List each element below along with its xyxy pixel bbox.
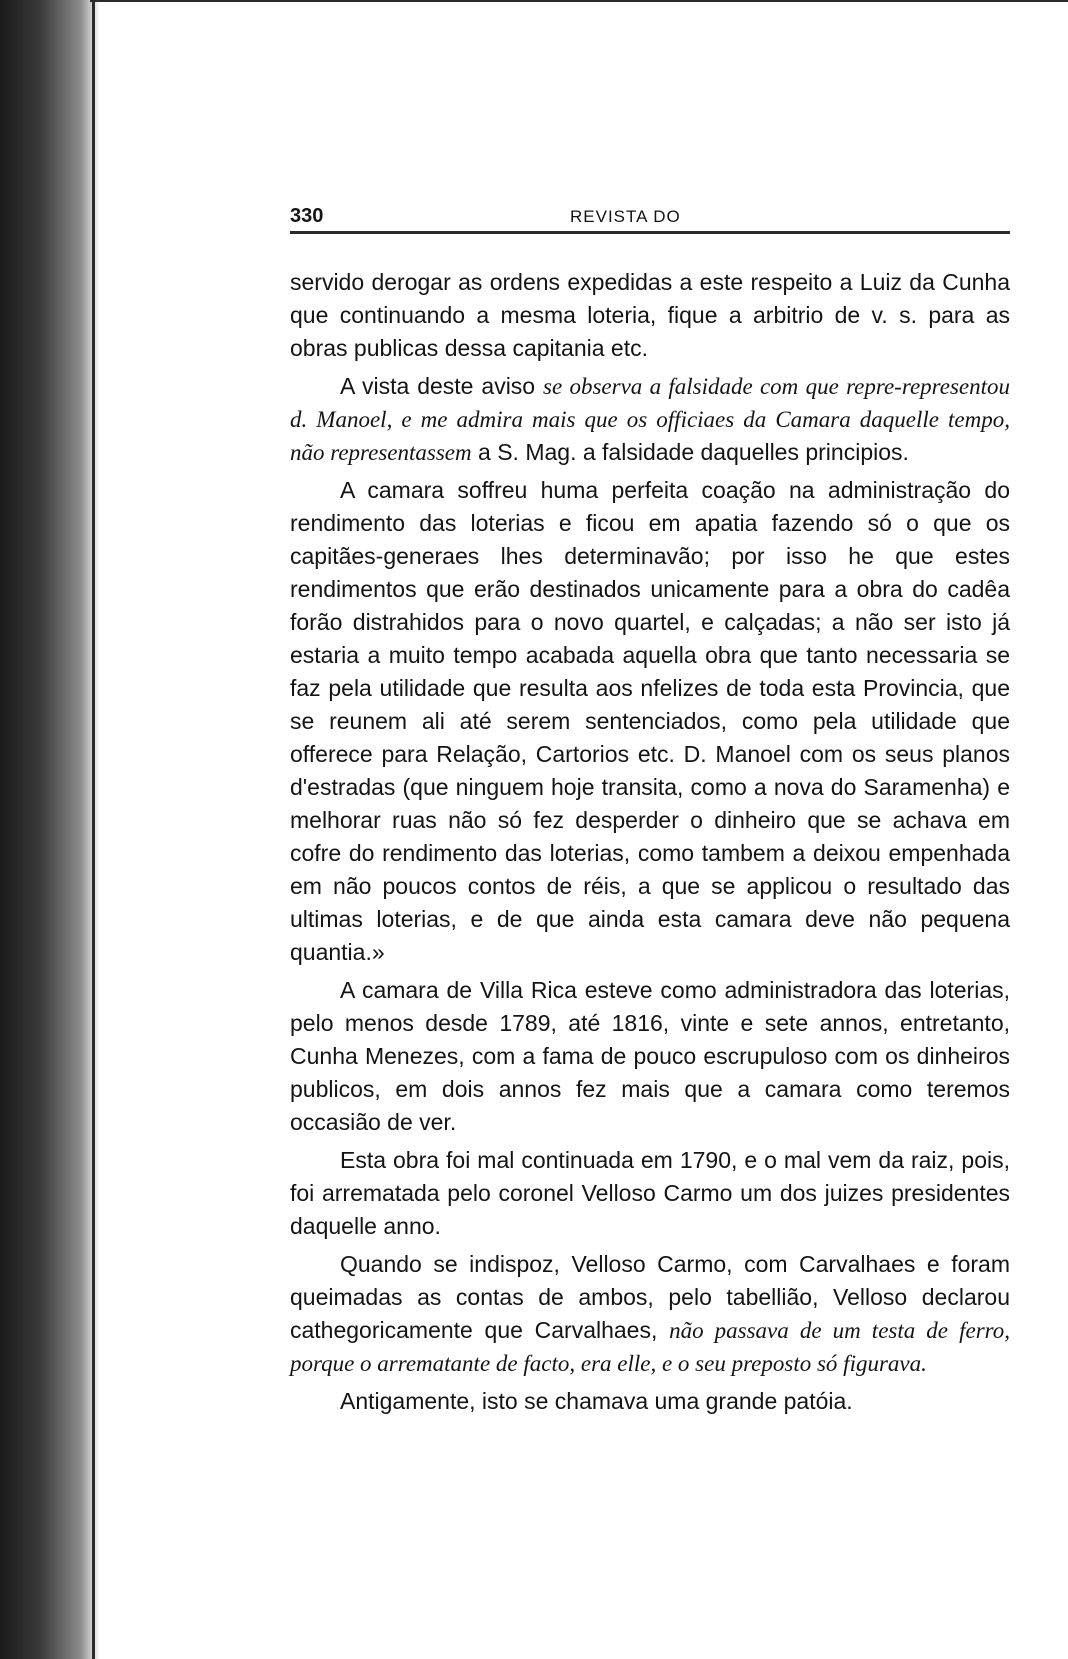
running-title: REVISTA DO — [570, 207, 681, 226]
paragraph — [290, 1385, 1010, 1418]
book-binding-edge — [92, 0, 95, 1659]
text-run: Antigamente, isto se chamava uma grande patóia. — [340, 1388, 853, 1414]
text-run: A vista deste aviso — [340, 373, 544, 399]
paragraph — [290, 370, 1010, 469]
text-run: A camara de Villa Rica esteve como administradora das loterias, pelo menos desde 1789, até 1816, vinte e sete annos, entretanto, Cunha Menezes, com a fama de pouco escrupuloso com os dinheiros publicos, em dois annos fez mais que a camara como teremos occasião de ver. — [290, 977, 1010, 1135]
paragraph — [290, 974, 1010, 1139]
italic-text-run: se observa a falsidade com que repre-representou d. Manoel, e me admira mais que os officiaes da Camara daquelle tempo, não representassem — [290, 374, 1011, 465]
text-run: Esta obra foi mal continuada em 1790, e o mal vem da raiz, pois, foi arrematada pelo coronel Velloso Carmo um dos juizes presidentes daquelle anno. — [290, 1147, 1010, 1239]
text-run: Quando se indispoz, Velloso Carmo, com Carvalhaes e foram queimadas as contas de ambos, pelo tabellião, Velloso declarou cathegoricamente que Carvalhaes, — [290, 1251, 1010, 1343]
paragraph — [290, 1248, 1010, 1380]
running-header — [290, 205, 1010, 234]
page-top-edge — [90, 0, 1068, 2]
page-number: 330 — [290, 205, 324, 227]
text-run: a S. Mag. a falsidade daquelles principios. — [471, 439, 909, 465]
paragraph — [290, 474, 1010, 969]
paragraph — [290, 266, 1010, 365]
text-run: A camara soffreu huma perfeita coação na administração do rendimento das loterias e ficou em apatia fazendo só o que os capitães-generaes lhes determinavão; por isso he que estes rendimentos que erão destinados unicamente para a obra do cadêa forão distrahidos para o novo quartel, e calçadas; a não ser isto já estaria a muito tempo acabada aquella obra que tanto necessaria se faz pela utilidade que resulta aos nfelizes de toda esta Provincia, que se reunem ali até serem sentenciados, como pela utilidade que offerece para Relação, Cartorios etc. D. Manoel com os seus planos d'estradas (que ninguem hoje transita, como a nova do Saramenha) e melhorar ruas não só fez desperder o dinheiro que se achava em cofre do rendimento das loterias, como tambem a deixou empenhada em não poucos contos de réis, a que se applicou o resultado das ultimas loterias, e de que ainda esta camara deve não pequena quantia.» — [290, 477, 1010, 965]
book-page — [290, 205, 1010, 1418]
paragraph — [290, 1144, 1010, 1243]
italic-text-run: não passava de um testa de ferro, porque o arrematante de facto, era elle, e o seu preposto só figurava. — [290, 1318, 1010, 1376]
text-run: servido derogar as ordens expedidas a este respeito a Luiz da Cunha que continuando a mesma loteria, fique a arbitrio de v. s. para as obras publicas dessa capitania etc. — [290, 269, 1010, 361]
book-binding-shadow — [0, 0, 100, 1659]
body-text — [290, 266, 1010, 1418]
